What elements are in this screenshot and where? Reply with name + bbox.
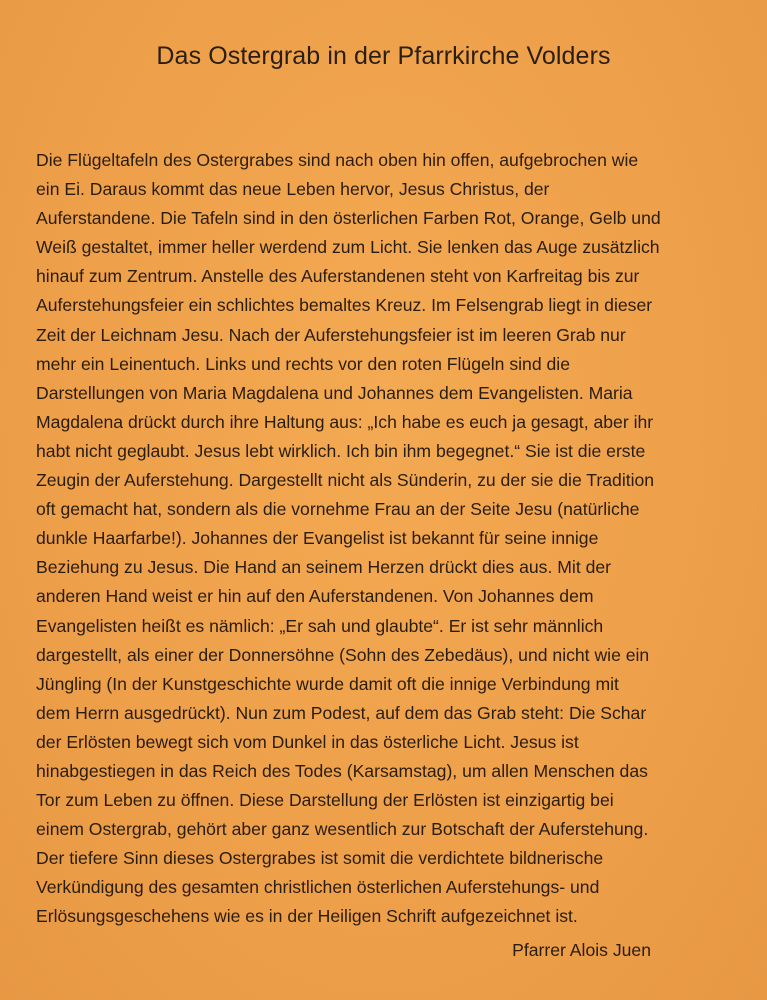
body-text <box>36 146 744 932</box>
text-line: Beziehung zu Jesus. Die Hand an seinem Herzen drückt dies aus. Mit der <box>36 557 612 578</box>
text-line: Evangelisten heißt es nämlich: „Er sah und glaubte“. Er ist sehr männlich <box>36 615 604 636</box>
text-line: habt nicht geglaubt. Jesus lebt wirklich. Ich bin ihm begegnet.“ Sie ist die erste <box>36 440 646 461</box>
text-line: hinauf zum Zentrum. Anstelle des Auferstandenen steht von Karfreitag bis zur <box>36 266 640 287</box>
text-line: Darstellungen von Maria Magdalena und Johannes dem Evangelisten. Maria <box>36 382 633 403</box>
text-line: mehr ein Leinentuch. Links und rechts vor den roten Flügeln sind die <box>36 353 570 374</box>
text-line: Magdalena drückt durch ihre Haltung aus: „Ich habe es euch ja gesagt, aber ihr <box>36 411 654 432</box>
text-line: Auferstehungsfeier ein schlichtes bemaltes Kreuz. Im Felsengrab liegt in dieser <box>36 295 653 316</box>
text-line: Jüngling (In der Kunstgeschichte wurde damit oft die innige Verbindung mit <box>36 673 619 694</box>
text-line: ein Ei. Daraus kommt das neue Leben hervor, Jesus Christus, der <box>36 179 550 200</box>
text-line: einem Ostergrab, gehört aber ganz wesentlich zur Botschaft der Auferstehung. <box>36 819 649 840</box>
text-line: Die Flügeltafeln des Ostergrabes sind nach oben hin offen, aufgebrochen wie <box>36 150 639 170</box>
text-line: Der tiefere Sinn dieses Ostergrabes ist somit die verdichtete bildnerische <box>36 848 604 869</box>
text-line: dem Herrn ausgedrückt). Nun zum Podest, auf dem das Grab steht: Die Schar <box>36 702 647 723</box>
text-line: Weiß gestaltet, immer heller werdend zum Licht. Sie lenken das Auge zusätzlich <box>36 237 660 258</box>
text-line: der Erlösten bewegt sich vom Dunkel in das österliche Licht. Jesus ist <box>36 731 579 752</box>
text-line: hinabgestiegen in das Reich des Todes (Karsamstag), um allen Menschen das <box>36 760 648 781</box>
text-line: oft gemacht hat, sondern als die vornehme Frau an der Seite Jesu (natürliche <box>36 499 640 520</box>
signature: Pfarrer Alois Juen <box>512 940 651 960</box>
text-line: Zeugin der Auferstehung. Dargestellt nicht als Sünderin, zu der sie die Tradition <box>36 470 655 491</box>
text-line: Erlösungsgeschehens wie es in der Heiligen Schrift aufgezeichnet ist. <box>36 906 578 927</box>
text-line: Auferstandene. Die Tafeln sind in den österlichen Farben Rot, Orange, Gelb und <box>36 208 661 229</box>
text-line: Verkündigung des gesamten christlichen österlichen Auferstehungs- und <box>36 877 600 898</box>
page-title: Das Ostergrab in der Pfarrkirche Volders <box>156 42 611 70</box>
text-line: dargestellt, als einer der Donnersöhne (Sohn des Zebedäus), und nicht wie ein <box>36 644 650 665</box>
text-line: Tor zum Leben zu öffnen. Diese Darstellung der Erlösten ist einzigartig bei <box>36 790 614 811</box>
text-line: Zeit der Leichnam Jesu. Nach der Auferstehungsfeier ist im leeren Grab nur <box>36 324 626 345</box>
text-line: anderen Hand weist er hin auf den Auferstandenen. Von Johannes dem <box>36 586 594 607</box>
text-line: dunkle Haarfarbe!). Johannes der Evangelist ist bekannt für seine innige <box>36 528 599 549</box>
